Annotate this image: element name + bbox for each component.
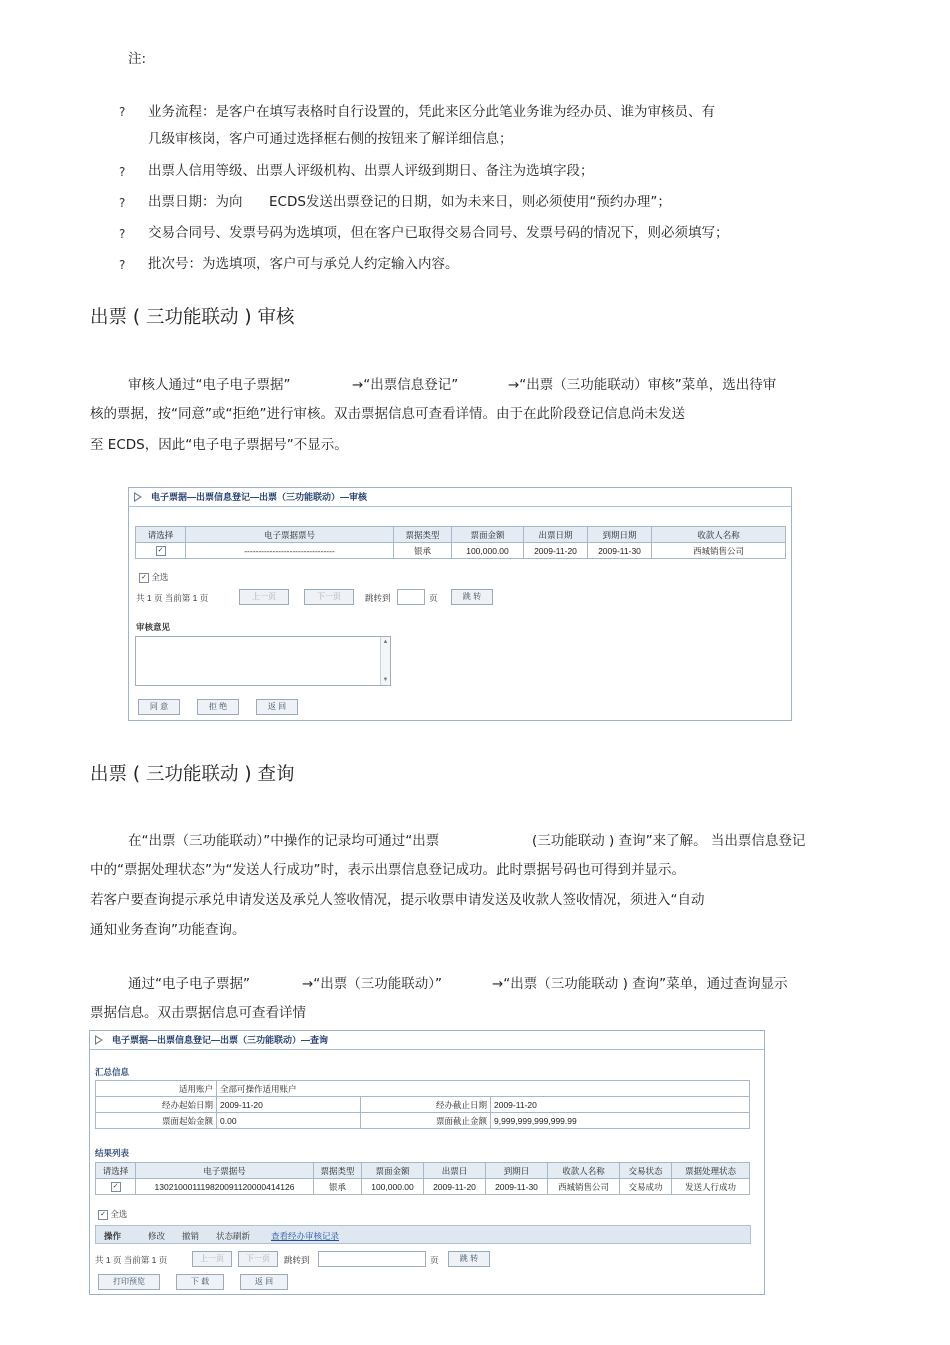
table-row[interactable] [96, 1179, 750, 1195]
note-item: ECDS发送出票登记的日期，如为未来日，则必须使用“预约办理”； [269, 194, 671, 210]
row-checkbox[interactable]: ✓ [156, 546, 166, 556]
table-header-row [136, 527, 786, 543]
col-amount: 票面金额 [452, 527, 524, 543]
table-header-row [96, 1163, 750, 1179]
bullet-mark: ? [119, 105, 126, 119]
note-item: 交易合同号、发票号码为选填项，但在客户已取得交易合同号、发票号码的情况下，则必须填写； [148, 225, 729, 241]
cell-payee: 西城销售公司 [652, 543, 786, 559]
summary-label: 汇总信息 [95, 1067, 130, 1077]
col-bill-type: 票据类型 [314, 1163, 362, 1179]
cancel-link[interactable]: 撤销 [182, 1231, 200, 1241]
go-button[interactable]: 跳 转 [448, 1251, 490, 1267]
next-page-button[interactable]: 下一页 [304, 589, 354, 605]
pager-total: 共 1 页 当前第 1 页 [95, 1255, 168, 1265]
view-log-link[interactable]: 查看经办审核记录 [271, 1231, 340, 1241]
review-panel-title [129, 488, 791, 507]
scroll-down-icon[interactable]: ▼ [382, 677, 389, 683]
note-item: 几级审核岗，客户可通过选择框右侧的按钮来了解详细信息； [148, 131, 513, 147]
cell-bill-no: -------------------------------- [186, 543, 394, 559]
jump-page-input[interactable] [318, 1251, 426, 1267]
query-para-text: (三功能联动 ) 查询”来了解。 当出票信息登记 [532, 833, 806, 849]
col-bill-no: 电子票据票号 [186, 527, 394, 543]
end-date-label: 经办截止日期 [361, 1097, 491, 1113]
select-all[interactable] [139, 571, 168, 583]
query-screenshot [89, 1030, 765, 1295]
col-amount: 票面金额 [362, 1163, 424, 1179]
query-para-text: 在“出票（三功能联动）”中操作的记录均可通过“出票 [128, 833, 440, 849]
query-para-text: 通过“电子电子票据” [128, 976, 250, 992]
review-para-text: →“出票信息登记” [352, 377, 459, 393]
page-unit: 页 [430, 1255, 439, 1265]
jump-page-input[interactable] [397, 589, 425, 605]
cell-issue-date: 2009-11-20 [524, 543, 588, 559]
col-due-date: 到期日 [486, 1163, 548, 1179]
bullet-mark: ? [119, 165, 126, 179]
query-para-text: 通知业务查询”功能查询。 [90, 922, 246, 938]
col-payee: 收款人名称 [548, 1163, 620, 1179]
account-value: 全部可操作适用账户 [217, 1081, 750, 1097]
refresh-status-link[interactable]: 状态刷新 [216, 1231, 251, 1241]
page-unit: 页 [429, 593, 438, 603]
section-heading-query: 出票 ( 三功能联动 ) 查询 [90, 764, 295, 785]
prev-page-button[interactable]: 上一页 [192, 1251, 232, 1267]
col-process-status: 票据处理状态 [672, 1163, 750, 1179]
note-item: 业务流程：是客户在填写表格时自行设置的，凭此来区分此笔业务谁为经办员、谁为审核员、有 [148, 104, 715, 120]
back-button[interactable]: 返 回 [256, 699, 298, 715]
col-payee: 收款人名称 [652, 527, 786, 543]
cell-due-date: 2009-11-30 [588, 543, 652, 559]
agree-button[interactable]: 同 意 [138, 699, 180, 715]
summary-table [95, 1080, 750, 1129]
result-table [95, 1162, 750, 1195]
cell-trade-status: 交易成功 [620, 1179, 672, 1195]
min-amount-value: 0.00 [217, 1113, 361, 1129]
col-bill-no: 电子票据号 [136, 1163, 314, 1179]
select-all[interactable] [98, 1208, 127, 1220]
col-due-date: 到期日期 [588, 527, 652, 543]
back-button[interactable]: 返 回 [240, 1274, 288, 1290]
query-para-text: →“出票（三功能联动）” [302, 976, 443, 992]
row-checkbox[interactable]: ✓ [111, 1182, 121, 1192]
review-para-text: 核的票据，按“同意”或“拒绝”进行审核。双击票据信息可查看详情。由于在此阶段登记信息尚未发送 [90, 406, 685, 422]
section-heading-review: 出票 ( 三功能联动 ) 审核 [90, 307, 295, 328]
query-para-text: 票据信息。双击票据信息可查看详情 [90, 1005, 306, 1021]
cell-amount: 100,000.00 [362, 1179, 424, 1195]
start-date-label: 经办起始日期 [96, 1097, 217, 1113]
bullet-mark: ? [119, 196, 126, 210]
query-para-text: 若客户要查询提示承兑申请发送及承兑人签收情况，提示收票申请发送及收款人签收情况，须进入“自动 [90, 892, 705, 908]
arrow-icon [95, 1035, 103, 1045]
scrollbar[interactable] [380, 637, 390, 685]
jump-label: 跳转到 [284, 1255, 310, 1265]
cell-amount: 100,000.00 [452, 543, 524, 559]
scroll-up-icon[interactable]: ▲ [382, 639, 389, 645]
start-date-value: 2009-11-20 [217, 1097, 361, 1113]
review-screenshot [128, 487, 792, 721]
col-select: 请选择 [96, 1163, 136, 1179]
row-checkbox-cell[interactable] [96, 1179, 136, 1195]
bullet-mark: ? [119, 258, 126, 272]
review-table [135, 526, 786, 559]
opinion-textarea[interactable] [135, 636, 391, 686]
review-panel-title-text: 电子票据—出票信息登记—出票（三功能联动）—审核 [151, 492, 368, 502]
cell-due-date: 2009-11-30 [486, 1179, 548, 1195]
cell-bill-no: 130210001119820091120000414126 [136, 1179, 314, 1195]
query-para-text: →“出票（三功能联动 ) 查询”菜单，通过查询显示 [492, 976, 788, 992]
account-label: 适用账户 [96, 1081, 217, 1097]
prev-page-button[interactable]: 上一页 [239, 589, 289, 605]
pager-total: 共 1 页 当前第 1 页 [136, 593, 209, 603]
col-issue-date: 出票日 [424, 1163, 486, 1179]
note-item: 出票日期：为向 [148, 194, 243, 210]
col-trade-status: 交易状态 [620, 1163, 672, 1179]
ops-toolbar [95, 1225, 751, 1244]
select-all-checkbox[interactable]: ✓ [139, 573, 149, 583]
query-panel-title [90, 1031, 764, 1050]
jump-label: 跳转到 [365, 593, 391, 603]
review-para-text: 审核人通过“电子电子票据” [128, 377, 291, 393]
cell-issue-date: 2009-11-20 [424, 1179, 486, 1195]
ops-label: 操作 [104, 1231, 122, 1241]
cell-payee: 西城销售公司 [548, 1179, 620, 1195]
max-amount-value: 9,999,999,999,999.99 [491, 1113, 750, 1129]
query-panel-title-text: 电子票据—出票信息登记—出票（三功能联动）—查询 [112, 1035, 329, 1045]
note-item: 批次号：为选填项，客户可与承兑人约定输入内容。 [148, 256, 459, 272]
result-label: 结果列表 [95, 1148, 130, 1158]
next-page-button[interactable]: 下一页 [238, 1251, 278, 1267]
col-bill-type: 票据类型 [394, 527, 452, 543]
notes-heading: 注: [128, 51, 147, 67]
download-button[interactable]: 下 载 [176, 1274, 224, 1290]
table-row[interactable] [136, 543, 786, 559]
col-issue-date: 出票日期 [524, 527, 588, 543]
reject-button[interactable]: 拒 绝 [197, 699, 239, 715]
row-checkbox-cell[interactable] [136, 543, 186, 559]
opinion-label: 审核意见 [136, 622, 171, 632]
review-para-text: →“出票（三功能联动）审核”菜单，选出待审 [508, 377, 777, 393]
select-all-label: 全选 [110, 1209, 128, 1219]
edit-link[interactable]: 修改 [148, 1231, 166, 1241]
arrow-icon [134, 492, 142, 502]
print-preview-button[interactable]: 打印预览 [98, 1274, 160, 1290]
review-para-text: 至 ECDS，因此“电子电子票据号”不显示。 [90, 437, 348, 453]
max-amount-label: 票面截止金额 [361, 1113, 491, 1129]
bullet-mark: ? [119, 227, 126, 241]
cell-process-status: 发送人行成功 [672, 1179, 750, 1195]
note-item: 出票人信用等级、出票人评级机构、出票人评级到期日、备注为选填字段； [148, 163, 594, 179]
query-para-text: 中的“票据处理状态”为“发送人行成功”时，表示出票信息登记成功。此时票据号码也可得到并显示。 [90, 862, 685, 878]
select-all-label: 全选 [151, 572, 169, 582]
col-select: 请选择 [136, 527, 186, 543]
end-date-value: 2009-11-20 [491, 1097, 750, 1113]
select-all-checkbox[interactable]: ✓ [98, 1210, 108, 1220]
cell-bill-type: 银承 [314, 1179, 362, 1195]
min-amount-label: 票面起始金额 [96, 1113, 217, 1129]
cell-bill-type: 银承 [394, 543, 452, 559]
go-button[interactable]: 跳 转 [451, 589, 493, 605]
